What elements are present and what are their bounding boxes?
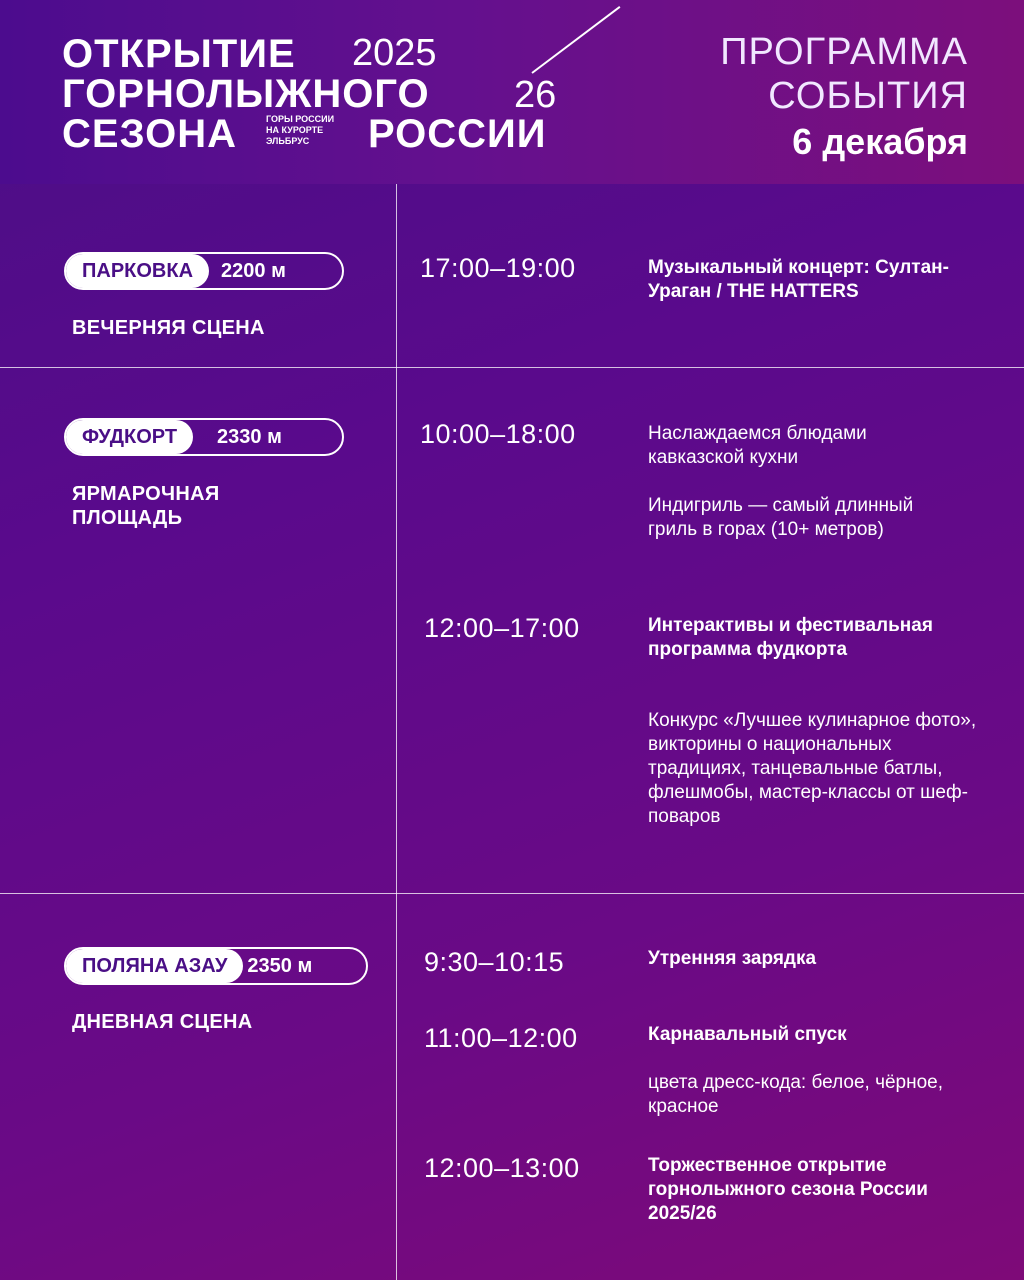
logo-sub-1: ГОРЫ РОССИИ — [266, 114, 335, 124]
location-badge-parking — [64, 252, 344, 290]
event-title: Торжественное открытие горнолыжного сезона России 2025/26 — [648, 1155, 928, 1224]
location-name: ФУДКОРТ — [66, 420, 193, 454]
venue-name: ЯРМАРОЧНАЯ ПЛОЩАДЬ — [72, 483, 220, 529]
event-title: Интерактивы и фестивальная программа фудкорта — [648, 615, 933, 660]
logo-year-1: 2025 — [352, 32, 437, 74]
event-logo — [62, 34, 582, 154]
event-time: 12:00–13:00 — [424, 1153, 580, 1183]
row-divider-1 — [0, 367, 1024, 368]
event-description: цвета дресс-кода: белое, чёрное, красное — [648, 1072, 944, 1117]
event-time: 11:00–12:00 — [424, 1023, 578, 1053]
event-time: 17:00–19:00 — [420, 253, 576, 283]
location-name: ПОЛЯНА АЗАУ — [66, 949, 243, 983]
column-divider — [396, 184, 397, 1280]
event-description: Индигриль — самый длинный гриль в горах (10+ метров) — [648, 495, 914, 540]
location-badge-foodcourt — [64, 418, 344, 456]
logo-line-3b: РОССИИ — [368, 112, 547, 156]
venue-name: ДНЕВНАЯ СЦЕНА — [72, 1011, 253, 1033]
logo-sub-3: ЭЛЬБРУС — [266, 136, 310, 146]
logo-sub-2: НА КУРОРТЕ — [266, 125, 324, 135]
event-title: Утренняя зарядка — [648, 948, 817, 969]
event-description: Конкурс «Лучшее кулинарное фото», викторины о национальных традициях, танцевальные батлы, флешмобы, мастер-классы от шеф-поваров — [648, 710, 977, 827]
event-description: Наслаждаемся блюдами кавказской кухни — [648, 423, 867, 468]
event-title: Музыкальный концерт: Султан-Ураган / THE HATTERS — [648, 257, 949, 302]
event-time: 12:00–17:00 — [424, 613, 580, 643]
logo-slash — [531, 6, 620, 74]
logo-year-2: 26 — [514, 74, 557, 116]
program-title-2: СОБЫТИЯ — [768, 75, 968, 117]
location-altitude: 2330 м — [217, 425, 282, 448]
location-badge-azau — [64, 947, 368, 985]
logo-line-3: СЕЗОНА — [62, 112, 237, 156]
venue-name: ВЕЧЕРНЯЯ СЦЕНА — [72, 317, 265, 339]
program-heading — [720, 30, 968, 164]
event-time: 10:00–18:00 — [420, 419, 576, 449]
location-altitude: 2200 м — [221, 259, 286, 282]
program-date: 6 декабря — [792, 121, 968, 162]
event-title: Карнавальный спуск — [648, 1024, 847, 1045]
location-name: ПАРКОВКА — [66, 254, 209, 288]
event-time: 9:30–10:15 — [424, 947, 565, 977]
location-altitude: 2350 м — [247, 954, 313, 977]
header — [0, 0, 1024, 184]
logo-line-1: ОТКРЫТИЕ — [62, 32, 296, 76]
program-title-1: ПРОГРАММА — [720, 31, 968, 73]
row-divider-2 — [0, 893, 1024, 894]
logo-line-2: ГОРНОЛЫЖНОГО — [62, 72, 430, 116]
